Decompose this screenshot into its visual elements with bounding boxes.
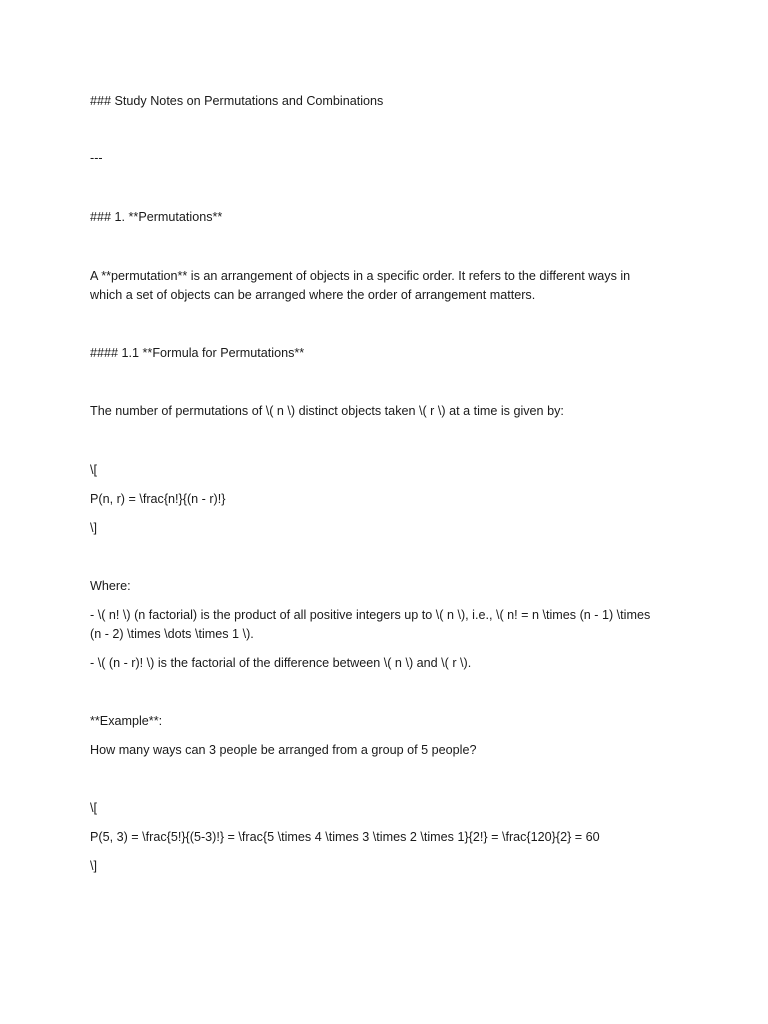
- bullet-factorial-line-2: (n - 2) \times \dots \times 1 \).: [90, 627, 254, 641]
- intro-paragraph-line-2: which a set of objects can be arranged where the order of arrangement matters.: [90, 288, 536, 302]
- math-close-bracket: \]: [90, 859, 97, 873]
- intro-paragraph-line-1: A **permutation** is an arrangement of objects in a specific order. It refers to the different ways in: [90, 269, 631, 283]
- formula-intro: The number of permutations of \( n \) distinct objects taken \( r \) at a time is given by:: [90, 404, 564, 418]
- permutation-formula: P(n, r) = \frac{n!}{(n - r)!}: [90, 492, 226, 506]
- example-question: How many ways can 3 people be arranged from a group of 5 people?: [90, 743, 477, 757]
- bullet-difference-factorial: - \( (n - r)! \) is the factorial of the difference between \( n \) and \( r \).: [90, 656, 472, 670]
- horizontal-rule-text: ---: [90, 151, 103, 165]
- example-label: **Example**:: [90, 714, 163, 728]
- where-label: Where:: [90, 579, 131, 593]
- formula-heading: #### 1.1 **Formula for Permutations**: [90, 346, 305, 360]
- math-open-bracket: \[: [90, 801, 97, 815]
- permutations-heading: ### 1. **Permutations**: [90, 210, 223, 224]
- bullet-factorial-line-1: - \( n! \) (n factorial) is the product of all positive integers up to \( n \), i.e., \( n! = n \times (n - 1) \times: [90, 608, 651, 622]
- example-solution: P(5, 3) = \frac{5!}{(5-3)!} = \frac{5 \times 4 \times 3 \times 2 \times 1}{2!} = \frac{120}{2} = 60: [90, 830, 600, 844]
- math-close-bracket: \]: [90, 521, 97, 535]
- main-heading: ### Study Notes on Permutations and Combinations: [90, 94, 384, 108]
- math-open-bracket: \[: [90, 463, 97, 477]
